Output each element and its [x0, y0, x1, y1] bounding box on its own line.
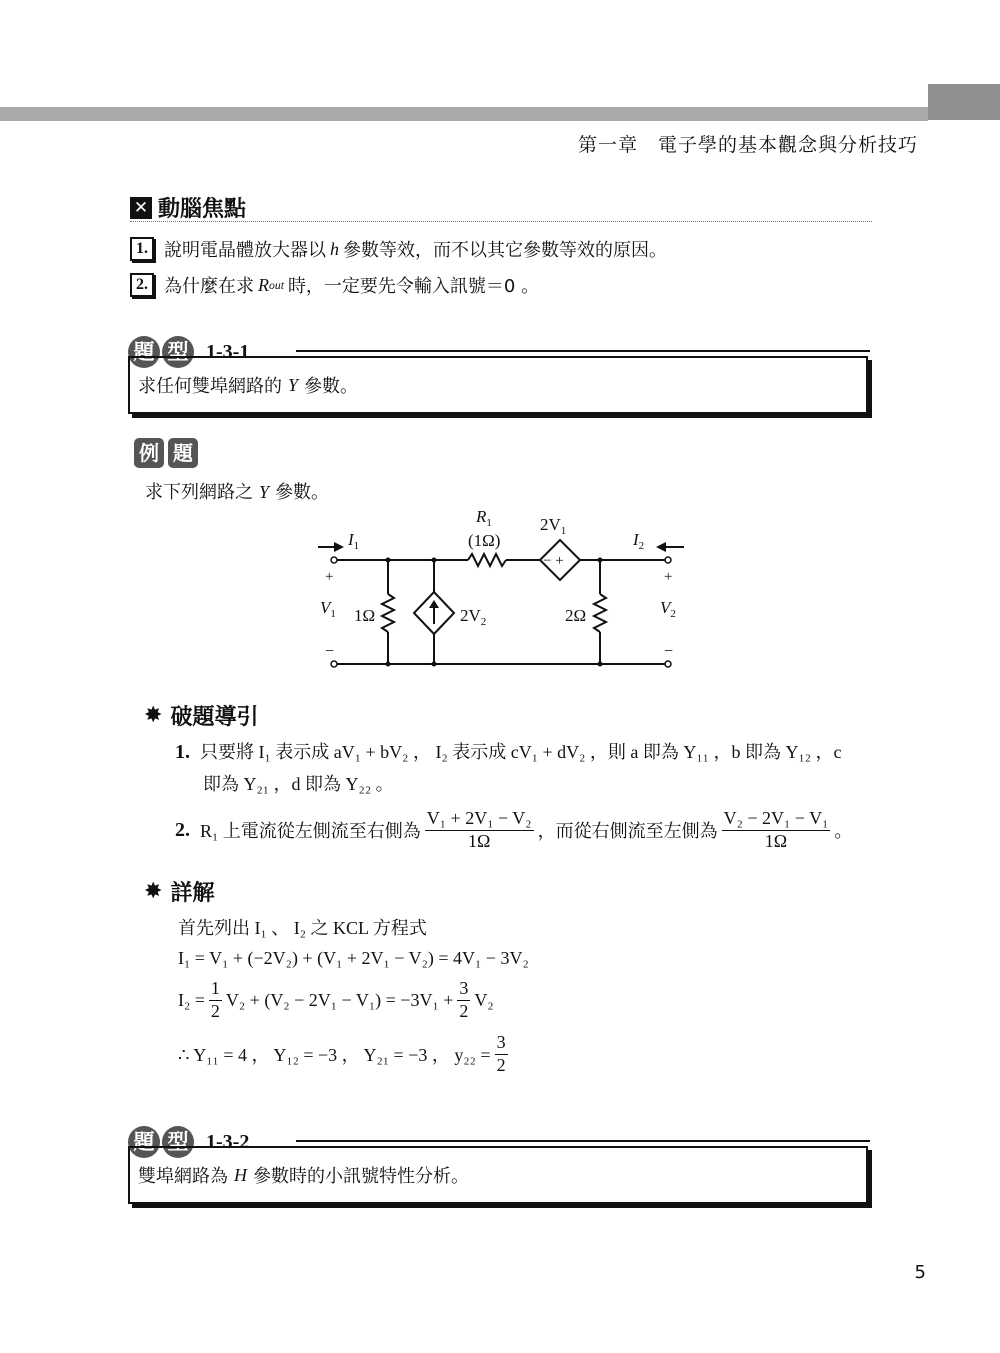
r1-label: $R_1$ [476, 507, 492, 529]
v1-label: $V_1$ [320, 598, 336, 620]
star-icon: ✸ [144, 879, 163, 904]
guide-item-1-cont: 即為 Y₂₁ ，d 即為 Y₂₂ 。 [203, 774, 394, 794]
resistor-2ohm [594, 594, 606, 632]
equation-2: I₂ = $\frac{1}{2}$ V₂ + (V₂ − 2V₁ − V₁) = −3V₁ + $\frac{3}{2}$ V₂ [178, 978, 494, 1021]
equation-1: I₁ = V₁ + (−2V₂) + (V₁ + 2V₁ − V₂) = 4V₁ − 3V₂ [178, 948, 529, 968]
example-label-char: 題 [168, 438, 198, 468]
page-number: 5 [914, 1262, 926, 1283]
v2-label: $V_2$ [660, 598, 676, 620]
example-question: 求下列網路之 Y 參數。 [145, 482, 330, 503]
type-label-char: 題 [128, 1126, 160, 1158]
v1-plus: + [325, 569, 334, 585]
type-number: 1-3-1 [206, 340, 250, 363]
terminal [331, 557, 337, 563]
i2-label: $I_2$ [633, 530, 645, 552]
dep-voltage-signs: − + [543, 553, 564, 569]
r-left-label: 1Ω [354, 606, 376, 625]
i1-label: $I_1$ [348, 530, 360, 552]
focus-title: 動腦焦點 [158, 197, 247, 222]
v2-minus: − [664, 643, 674, 660]
up-arrow-icon [429, 600, 439, 608]
type-label-char: 題 [128, 336, 160, 368]
x-box-icon: ✕ [130, 197, 152, 219]
star-icon: ✸ [144, 703, 163, 728]
focus-question-2: 2. 為什麼在求 R out 時，一定要先令輸入訊號＝0 。 [130, 272, 539, 298]
terminal [331, 661, 337, 667]
guide-heading [144, 700, 258, 731]
fraction: $\frac{\text{V₂ − 2V₁ − V₁}}{1\Omega}$ [723, 808, 829, 851]
question-number: 1. [130, 237, 154, 261]
left-arrow-icon [656, 542, 666, 552]
v1-minus: − [325, 643, 335, 660]
example-label-char: 例 [134, 438, 164, 468]
question-number: 2. [130, 273, 154, 297]
focus-question-1: 1. 說明電晶體放大器以 h 參數等效，而不以其它參數等效的原因。 [130, 236, 667, 262]
right-arrow-icon [334, 542, 344, 552]
guide-title: 破題導引 [170, 705, 259, 730]
type-1-box: 求任何雙埠網路的 Y 參數。 [128, 356, 868, 414]
type-2-rule [296, 1140, 870, 1142]
chapter-title: 第一章 電子學的基本觀念與分析技巧 [577, 134, 918, 156]
fraction: $\frac{3}{2}$ [459, 978, 469, 1021]
v2-plus: + [664, 569, 673, 585]
dep-current-label: $2V_2$ [460, 606, 487, 628]
solution-title: 詳解 [170, 881, 215, 906]
solution-heading [144, 876, 214, 907]
type-number: 1-3-2 [206, 1130, 250, 1153]
resistor-r1 [468, 554, 506, 566]
terminal [665, 661, 671, 667]
resistor-1ohm [382, 594, 394, 632]
r1-value: (1Ω) [468, 531, 501, 550]
guide-item-2: 2. R₁ 上電流從左側流至右側為 $\frac{\text{V₁ + 2V₁ − V₂}}{1\Omega}$ ，而從右側流至左側為 $\frac{\text{V₂ − 2V₁ − V₁}}{1\Omega}$ 。 [175, 808, 853, 851]
fraction: $\frac{\text{V₁ + 2V₁ − V₂}}{1\Omega}$ [426, 808, 532, 851]
equation-3: ∴ Y₁₁ = 4 ， Y₁₂ = −3 ， Y₂₁ = −3 ， y₂₂ = $\frac{3}{2}$ [178, 1032, 506, 1075]
type-label-char: 型 [162, 336, 194, 368]
r-right-label: 2Ω [565, 606, 587, 625]
type-2-box: 雙埠網路為 H 參數時的小訊號特性分析。 [128, 1146, 868, 1204]
fraction: $\frac{1}{2}$ [210, 978, 220, 1021]
guide-item-1: 1. 只要將 I₁ 表示成 aV₁ + bV₂ ， I₂ 表示成 cV₁ + dV₂ ，則 a 即為 Y₁₁ ，b 即為 Y₁₂ ，c [175, 741, 842, 763]
type-label-char: 型 [162, 1126, 194, 1158]
solution-intro: 首先列出 I₁ 、 I₂ 之 KCL 方程式 [178, 918, 427, 938]
dep-voltage-label: $2V_1$ [540, 515, 567, 537]
terminal [665, 557, 671, 563]
fraction: $\frac{3}{2}$ [496, 1032, 506, 1075]
